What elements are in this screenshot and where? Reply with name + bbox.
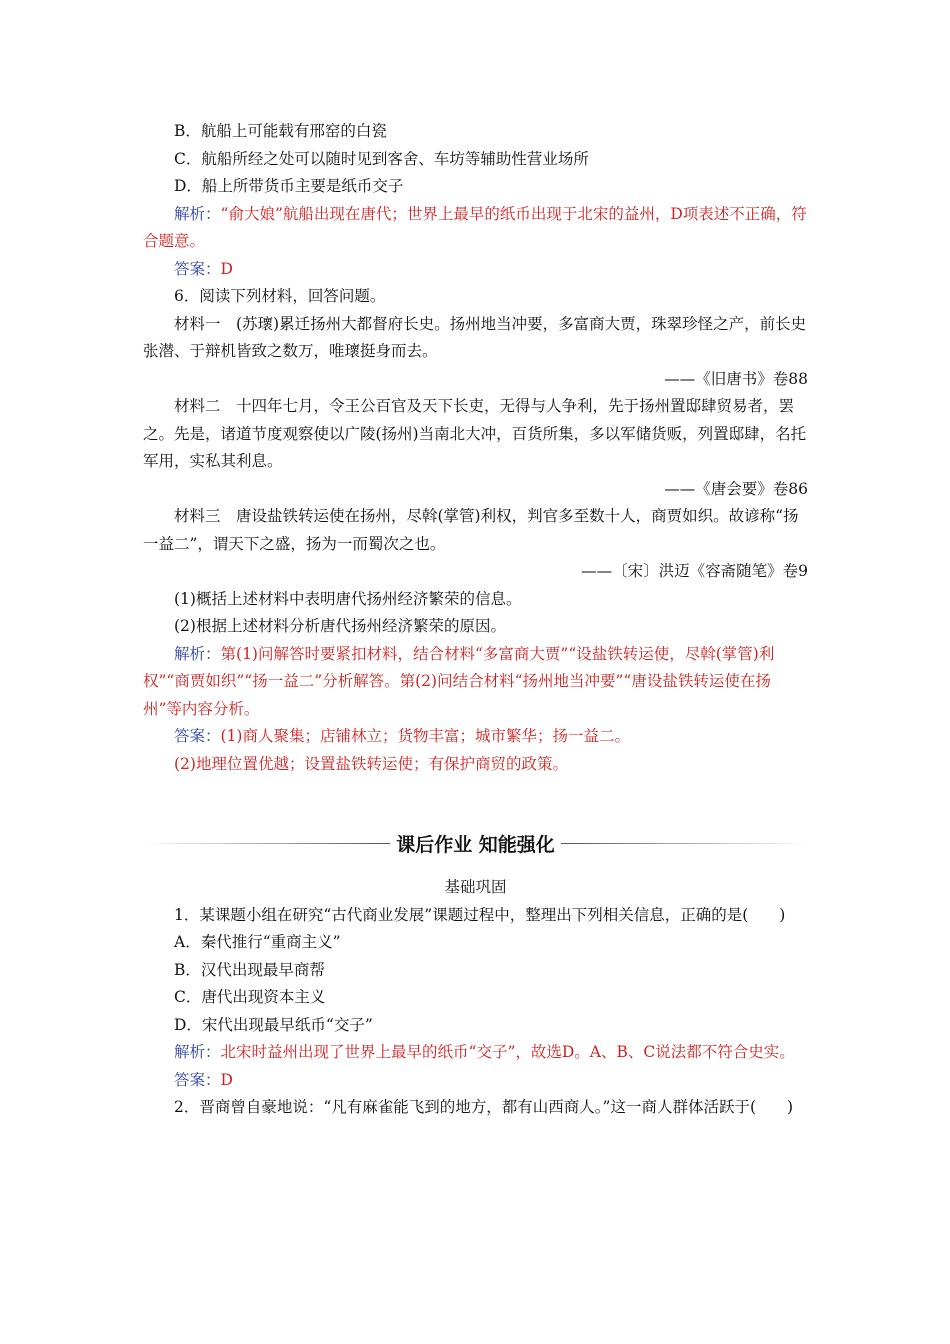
section-subtitle: 基础巩固 [444, 878, 507, 896]
hw1-analysis [143, 1039, 808, 1067]
answer-text: (1)商人聚集；店铺林立；货物丰富；城市繁华；扬一益二。 [220, 727, 630, 745]
hw1-option-d: D．宋代出现最早纸币“交子” [174, 1015, 373, 1034]
hw1-option-c: C．唐代出现资本主义 [174, 988, 326, 1006]
hw1-option-b: B．汉代出现最早商帮 [174, 960, 325, 979]
q6-source-1: ——《旧唐书》卷88 [664, 369, 808, 388]
q6-analysis [143, 641, 808, 724]
answer-label: 答案： [174, 1070, 221, 1089]
q6-material-1: 材料一 (苏瓌)累迁扬州大都督府长史。扬州地当冲要，多富商大贾，珠翠珍怪之产，前长史张潜、于辩机皆致之数万，唯瓌挺身而去。 [143, 314, 807, 360]
q5-analysis [143, 201, 808, 256]
answer-text: D [220, 259, 233, 278]
q6-sub-question-2: (2)根据上述材料分析唐代扬州经济繁荣的原因。 [174, 617, 506, 635]
analysis-text: 北宋时益州出现了世界上最早的纸币“交子”，故选D。A、B、C说法都不符合史实。 [220, 1043, 795, 1061]
q6-material-3: 材料三 唐设盐铁转运使在扬州，尽斡(掌管)利权，判官多至数十人，商贾如织。故谚称“扬一益二”，谓天下之盛，扬为一而蜀次之也。 [143, 507, 799, 553]
q5-option-d: D．船上所带货币主要是纸币交子 [174, 177, 404, 195]
section-header [143, 828, 808, 858]
q5-option-c: C．航船所经之处可以随时见到客舍、车坊等辅助性营业场所 [174, 149, 589, 168]
hw1-option-a: A．秦代推行“重商主义” [174, 933, 341, 951]
answer-label: 答案： [174, 727, 221, 745]
analysis-label: 解析： [174, 1043, 221, 1061]
section-divider-left [143, 843, 390, 844]
q6-answer [143, 723, 808, 751]
answer-text: D [220, 1070, 233, 1089]
q6-source-2: ——《唐会要》卷86 [664, 479, 808, 498]
analysis-label: 解析： [174, 644, 221, 663]
hw2-stem: 2．晋商曾自豪地说：“凡有麻雀能飞到的地方，都有山西商人。”这一商人群体活跃于( ) [174, 1098, 794, 1116]
q6-material-2: 材料二 十四年七月，令王公百官及天下长吏，无得与人争利，先于扬州置邸肆贸易者，罢之。先是，诸道节度观察使以广陵(扬州)当南北大冲，百货所集，多以军储货贩，列置邸肆，名托军用，实私其利息。 [143, 397, 807, 470]
q6-sub-question-1: (1)概括上述材料中表明唐代扬州经济繁荣的信息。 [174, 589, 522, 608]
hw1-stem: 1．某课题小组在研究“古代商业发展”课题过程中，整理出下列相关信息，正确的是( ) [174, 905, 786, 924]
q5-option-b: B．航船上可能载有邢窑的白瓷 [174, 122, 387, 140]
q6-answer-continued: (2)地理位置优越；设置盐铁转运使；有保护商贸的政策。 [174, 754, 568, 773]
q6-stem: 6．阅读下列材料，回答问题。 [174, 287, 386, 305]
section-title: 课后作业 知能强化 [396, 833, 555, 856]
hw1-answer [143, 1067, 808, 1095]
section-divider-right [561, 843, 808, 844]
analysis-text: 第(1)问解答时要紧扣材料，结合材料“多富商大贾”“设盐铁转运使，尽斡(掌管)利权”“商贾如织”“扬一益二”分析解答。第(2)问结合材料“扬州地当冲要”“唐设盐铁转运使在扬州”等内容分析。 [143, 644, 775, 718]
q5-answer [143, 256, 808, 284]
answer-label: 答案： [174, 259, 221, 278]
q6-source-3: ——〔宋〕洪迈《容斋随笔》卷9 [581, 562, 808, 580]
analysis-text: “俞大娘”航船出现在唐代；世界上最早的纸币出现于北宋的益州，D项表述不正确，符合题意。 [143, 204, 807, 250]
analysis-label: 解析： [174, 204, 221, 223]
document-content [143, 118, 808, 1122]
